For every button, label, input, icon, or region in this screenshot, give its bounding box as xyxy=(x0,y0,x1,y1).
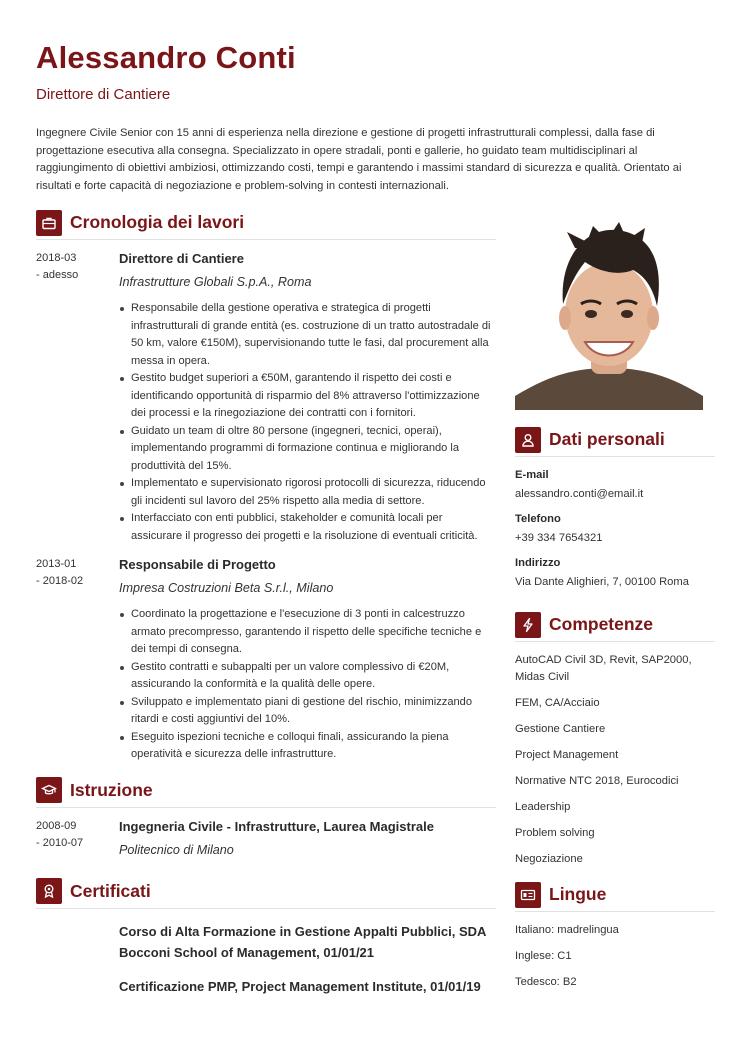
email-label: E-mail xyxy=(515,469,549,481)
languages-section-title: Lingue xyxy=(549,884,607,904)
job-bullet: Coordinato la progettazione e l'esecuzione di 3 ponti in calcestruzzo armato precompresso, garantendo il rispetto delle specifiche tecniche e dei tempi di consegna. xyxy=(131,606,496,659)
language-item: Inglese: C1 xyxy=(515,950,572,962)
skill-item: AutoCAD Civil 3D, Revit, SAP2000, Midas Civil xyxy=(515,654,692,683)
skill-item: Problem solving xyxy=(515,827,595,839)
work-section-header xyxy=(36,210,496,240)
school-name: Politecnico di Milano xyxy=(119,842,234,857)
job-company: Infrastrutture Globali S.p.A., Roma xyxy=(119,275,312,289)
left-column xyxy=(36,210,496,997)
job-start-date: 2013-01 xyxy=(36,558,77,570)
skill-item: Normative NTC 2018, Eurocodici xyxy=(515,775,679,787)
languages-section-header xyxy=(515,882,715,912)
skill-item: Gestione Cantiere xyxy=(515,723,606,735)
profile-photo xyxy=(515,218,703,410)
person-icon xyxy=(515,427,541,453)
job-company: Impresa Costruzioni Beta S.r.l., Milano xyxy=(119,581,334,595)
certificate-item: Certificazione PMP, Project Management Institute, 01/01/19 xyxy=(119,978,481,994)
job-title: Responsabile di Progetto xyxy=(119,557,276,572)
job-title: Direttore di Cantiere xyxy=(119,251,244,266)
certificates-section-title: Certificati xyxy=(70,880,151,901)
skill-item: Project Management xyxy=(515,749,619,761)
award-icon xyxy=(36,878,62,904)
personal-section-header xyxy=(515,427,715,457)
address-value: Via Dante Alighieri, 7, 00100 Roma xyxy=(515,576,689,588)
job-end-date: - 2018-02 xyxy=(36,575,84,587)
personal-section-title: Dati personali xyxy=(549,429,665,449)
language-item: Italiano: madrelingua xyxy=(515,924,619,936)
right-column xyxy=(515,218,715,991)
language-item: Tedesco: B2 xyxy=(515,976,577,988)
job-dates xyxy=(36,556,119,764)
education-start-date: 2008-09 xyxy=(36,819,77,832)
job-bullet: Guidato un team di oltre 80 persone (ingegneri, tecnici, operai), implementando programmi di formazione continua e migliorando la produttività del 15%. xyxy=(131,423,496,476)
skill-item: Negoziazione xyxy=(515,853,583,865)
graduation-cap-icon xyxy=(36,777,62,803)
education-section-title: Istruzione xyxy=(70,779,153,800)
candidate-name: Alessandro Conti xyxy=(36,40,296,75)
address-label: Indirizzo xyxy=(515,557,561,569)
job-bullet: Gestito contratti e subappalti per un valore complessivo di €20M, assicurando la conformità e la qualità delle opere. xyxy=(131,659,496,694)
profile-summary: Ingegnere Civile Senior con 15 anni di esperienza nella direzione e gestione di progetti infrastrutturali complessi, dalla fase di progettazione esecutiva alla consegna. Specializzato in opere stradali, ponti e gallerie, ho guidato team multidisciplinari al raggiungimento di obiettivi ambiziosi, ottimizzando costi, tempi e garantendo i massimi standard di sicurezza e qualità. Orientato ai risultati e forte capacità di negoziazione e problem-solving in contesti internazionali. xyxy=(36,127,682,192)
job-bullets xyxy=(119,300,496,545)
job-dates xyxy=(36,250,119,545)
job-bullets xyxy=(119,606,496,764)
skill-item: FEM, CA/Acciaio xyxy=(515,697,600,709)
job-start-date: 2018-03 xyxy=(36,252,77,264)
skills-section-title: Competenze xyxy=(549,614,654,634)
degree-title: Ingegneria Civile - Infrastrutture, Laurea Magistrale xyxy=(119,818,434,834)
briefcase-icon xyxy=(36,210,62,236)
phone-label: Telefono xyxy=(515,513,561,525)
job-bullet: Gestito budget superiori a €50M, garantendo il rispetto dei costi e identificando opportunità di risparmio del 8% attraverso l'ottimizzazione dei processi e la rinegoziazione dei contratti con i fornitori. xyxy=(131,370,496,423)
candidate-role: Direttore di Cantiere xyxy=(36,86,171,103)
education-section-header xyxy=(36,778,496,808)
job-end-date: - adesso xyxy=(36,269,79,281)
certificate-item: Corso di Alta Formazione in Gestione Appalti Pubblici, SDA Bocconi School of Management, 01/01/21 xyxy=(119,923,486,960)
lightning-icon xyxy=(515,612,541,638)
phone-value[interactable]: +39 334 7654321 xyxy=(515,532,603,544)
job-bullet: Sviluppato e implementato piani di gestione del rischio, minimizzando ritardi e costi aggiuntivi del 10%. xyxy=(131,694,496,729)
skills-section-header xyxy=(515,612,715,642)
skill-item: Leadership xyxy=(515,801,571,813)
job-entry xyxy=(36,250,496,545)
work-section-title: Cronologia dei lavori xyxy=(70,212,245,232)
certificates-section-header xyxy=(36,879,496,909)
education-dates xyxy=(36,818,119,859)
job-bullet: Implementato e supervisionato rigorosi protocolli di sicurezza, riducendo gli incidenti sul lavoro del 25% rispetto alla media di settore. xyxy=(131,475,496,510)
education-end-date: - 2010-07 xyxy=(36,836,84,849)
job-bullet: Interfacciato con enti pubblici, stakeholder e comunità locali per assicurare il progresso dei progetti e la risoluzione di eventuali criticità. xyxy=(131,510,496,545)
education-entry xyxy=(36,818,496,859)
job-entry xyxy=(36,556,496,764)
job-bullet: Responsabile della gestione operativa e strategica di progetti infrastrutturali di grande entità (es. costruzione di un tratto autostradale di 50 km, valore €150M), supervisionando tutte le fasi, dal procurement alla messa in opera. xyxy=(131,300,496,370)
job-bullet: Eseguito ispezioni tecniche e colloqui finali, assicurando la piena operatività e sicurezza delle infrastrutture. xyxy=(131,729,496,764)
language-card-icon xyxy=(515,882,541,908)
email-value[interactable]: alessandro.conti@email.it xyxy=(515,488,644,500)
